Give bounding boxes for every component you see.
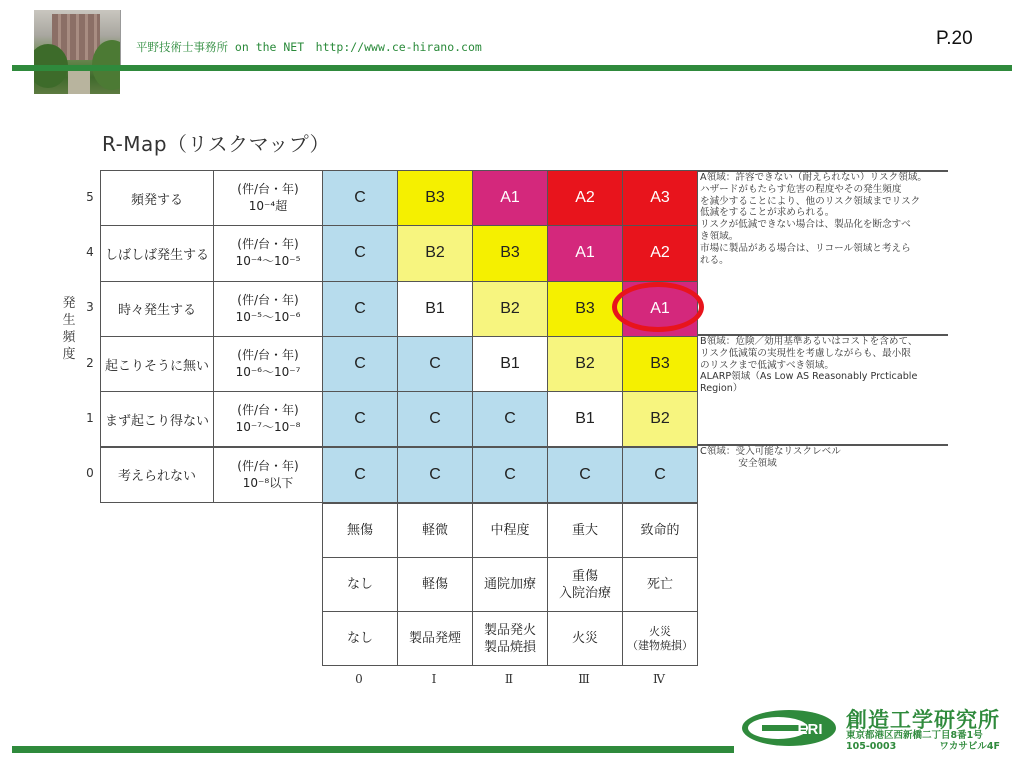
page-number: P.20 bbox=[936, 28, 973, 49]
risk-cell: B3 bbox=[472, 225, 548, 281]
frequency-level: 5 bbox=[86, 189, 94, 204]
severity-cell: なし bbox=[322, 611, 398, 666]
frequency-unit: (件/台・年) 10⁻⁴～10⁻⁵ bbox=[213, 225, 323, 281]
logo-postal: 105-0003 bbox=[846, 741, 897, 752]
frequency-unit: (件/台・年) 10⁻⁸以下 bbox=[213, 447, 323, 503]
severity-cell: 重大 bbox=[547, 503, 623, 558]
severity-cell: 火災 bbox=[547, 611, 623, 666]
risk-cell: B3 bbox=[547, 281, 623, 337]
frequency-label: 考えられない bbox=[100, 447, 214, 503]
logo-address-line: 東京都港区西新橋二丁目8番1号 bbox=[846, 730, 983, 741]
severity-cell: 製品発火 製品焼損 bbox=[472, 611, 548, 666]
severity-cell: 致命的 bbox=[622, 503, 698, 558]
severity-class: Ⅰ bbox=[431, 672, 437, 686]
risk-cell: C bbox=[397, 391, 473, 447]
severity-class: Ⅳ bbox=[653, 672, 665, 686]
severity-class: Ⅱ bbox=[504, 672, 514, 686]
frequency-unit: (件/台・年) 10⁻⁷～10⁻⁸ bbox=[213, 391, 323, 447]
severity-cell: 火災 （建物焼損） bbox=[622, 611, 698, 666]
frequency-label: しばしば発生する bbox=[100, 225, 214, 281]
frequency-label: まず起こり得ない bbox=[100, 391, 214, 447]
logo-address bbox=[846, 730, 1000, 752]
risk-cell: C bbox=[472, 391, 548, 447]
frequency-level: 1 bbox=[86, 410, 94, 425]
severity-cell: 通院加療 bbox=[472, 557, 548, 612]
bottom-accent-bar bbox=[12, 746, 734, 753]
risk-cell: B1 bbox=[397, 281, 473, 337]
header-divider bbox=[120, 10, 121, 70]
risk-cell: C bbox=[322, 281, 398, 337]
risk-cell: B2 bbox=[397, 225, 473, 281]
severity-cell: 中程度 bbox=[472, 503, 548, 558]
risk-cell: A1 bbox=[622, 281, 698, 337]
frequency-label: 起こりそうに無い bbox=[100, 336, 214, 392]
risk-cell: C bbox=[322, 447, 398, 503]
risk-cell: B3 bbox=[622, 336, 698, 392]
eri-logo-icon bbox=[740, 708, 838, 748]
frequency-label: 頻発する bbox=[100, 170, 214, 226]
risk-cell: B2 bbox=[547, 336, 623, 392]
logo-name: 創造工学研究所 bbox=[846, 708, 1000, 732]
severity-cell: 重傷 入院治療 bbox=[547, 557, 623, 612]
site-header-text: 平野技術士事務所 on the NET http://www.ce-hirano.com bbox=[136, 40, 482, 54]
frequency-label: 時々発生する bbox=[100, 281, 214, 337]
risk-cell: A1 bbox=[472, 170, 548, 226]
severity-cell: 軽傷 bbox=[397, 557, 473, 612]
frequency-level: 3 bbox=[86, 300, 94, 315]
figure-title: R-Map（リスクマップ） bbox=[102, 132, 331, 156]
risk-cell: C bbox=[547, 447, 623, 503]
risk-cell: B2 bbox=[622, 391, 698, 447]
zone-description-b: B領域：危険／効用基準あるいはコストを含めて、 リスク低減策の実現性を考慮しながらも、最小限 のリスクまで低減すべき領域。 ALARP領域（As Low AS Reasonably Prcticable Region） bbox=[700, 336, 918, 395]
risk-cell: A2 bbox=[622, 225, 698, 281]
frequency-level: 2 bbox=[86, 355, 94, 370]
logo-building: ワカサビル4F bbox=[939, 741, 1000, 752]
logo-mark-text: ERI bbox=[797, 721, 823, 738]
risk-cell: C bbox=[397, 447, 473, 503]
risk-cell: B3 bbox=[397, 170, 473, 226]
severity-cell: 軽微 bbox=[397, 503, 473, 558]
frequency-unit: (件/台・年) 10⁻⁶～10⁻⁷ bbox=[213, 336, 323, 392]
risk-cell: A2 bbox=[547, 170, 623, 226]
severity-cell: 死亡 bbox=[622, 557, 698, 612]
highlight-circle bbox=[612, 282, 704, 332]
zone-description-a: A領域：許容できない（耐えられない）リスク領域。 ハザードがもたらす危害の程度やその発生頻度 を減少することにより、他のリスク領域までリスク 低減をすることが求められる。 リスクが低減できない場合は、製品化を断念すべ き領域。 市場に製品がある場合は、リコール領域と考えら れる。 bbox=[700, 172, 928, 266]
risk-cell: C bbox=[322, 336, 398, 392]
severity-cell: 製品発煙 bbox=[397, 611, 473, 666]
severity-cell: 無傷 bbox=[322, 503, 398, 558]
header-photo bbox=[34, 10, 120, 94]
risk-cell: B1 bbox=[547, 391, 623, 447]
frequency-unit: (件/台・年) 10⁻⁴超 bbox=[213, 170, 323, 226]
severity-class: Ⅲ bbox=[578, 672, 590, 686]
risk-cell: B1 bbox=[472, 336, 548, 392]
risk-cell: C bbox=[472, 447, 548, 503]
severity-class: 0 bbox=[355, 672, 363, 686]
risk-cell: A1 bbox=[547, 225, 623, 281]
risk-cell: C bbox=[322, 170, 398, 226]
risk-cell: C bbox=[622, 447, 698, 503]
risk-cell: C bbox=[322, 225, 398, 281]
zone-description-c: C領域：受入可能なリスクレベル 安全領域 bbox=[700, 446, 841, 469]
frequency-unit: (件/台・年) 10⁻⁵～10⁻⁶ bbox=[213, 281, 323, 337]
risk-cell: B2 bbox=[472, 281, 548, 337]
frequency-axis-label: 発 生 頻 度 bbox=[62, 296, 76, 362]
top-accent-bar bbox=[12, 65, 1012, 71]
risk-cell: A3 bbox=[622, 170, 698, 226]
risk-cell: C bbox=[322, 391, 398, 447]
severity-cell: なし bbox=[322, 557, 398, 612]
frequency-level: 4 bbox=[86, 244, 94, 259]
frequency-level: 0 bbox=[86, 466, 94, 481]
risk-cell: C bbox=[397, 336, 473, 392]
